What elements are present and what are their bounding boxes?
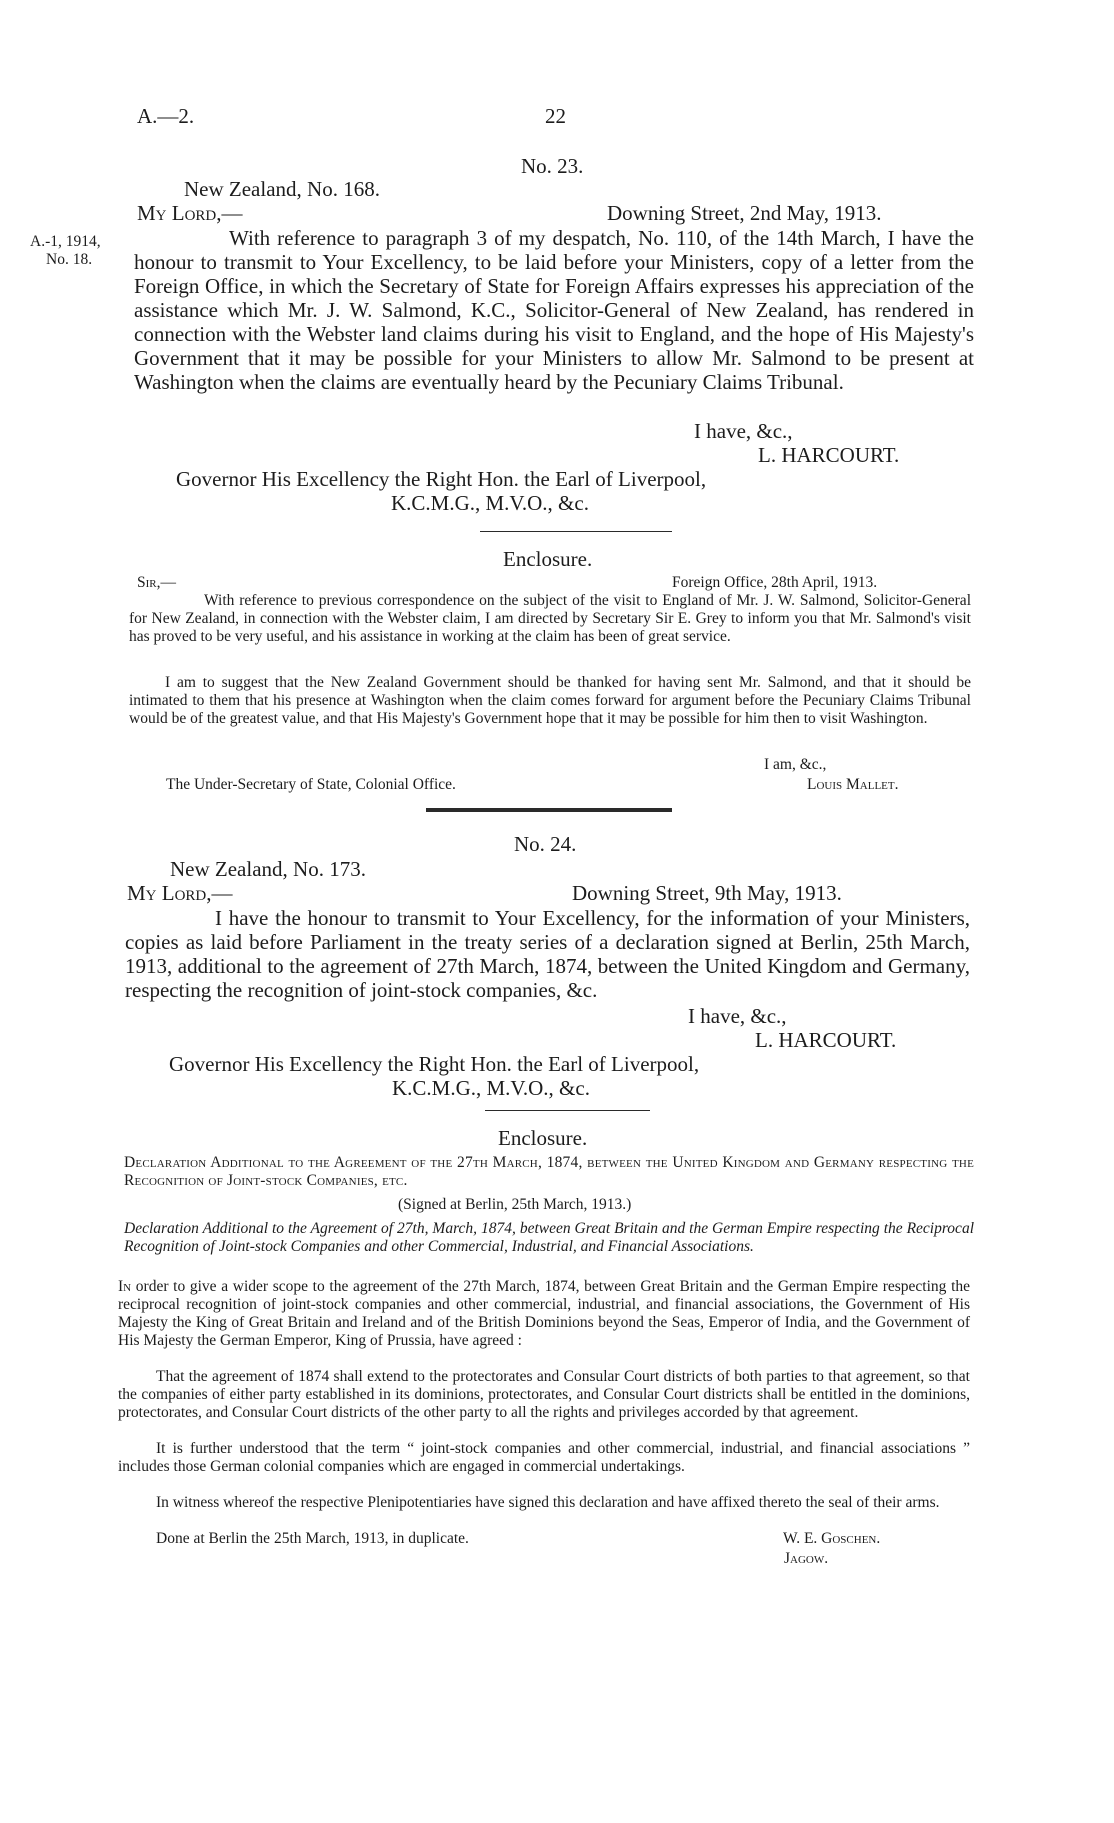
letter-number-24: No. 24. <box>514 832 577 856</box>
signatory-goschen: W. E. Goschen. <box>783 1530 881 1547</box>
declaration-done: Done at Berlin the 25th March, 1913, in duplicate. <box>156 1530 469 1547</box>
signatory-jagow: Jagow. <box>784 1550 829 1567</box>
divider <box>485 1110 650 1111</box>
enclosure-para2-23: I am to suggest that the New Zealand Government should be thanked for having sent Mr. Salmond, and that it should be intimated to them that his presence at Washington when the claim comes forward for argument before the Pecuniary Claims Tribunal would be of the greatest value, and that His Majesty's Government hope that it may be possible for him then to visit Washington. <box>129 674 971 727</box>
section-divider <box>426 808 672 812</box>
salutation-23: My Lord,— <box>137 201 243 225</box>
page-number: 22 <box>545 104 566 128</box>
declaration-italic-title: Declaration Additional to the Agreement of 27th, March, 1874, between Great Britain and the German Empire respecting the Reciprocal Recognition of Joint-stock Companies and other Commercial, Industrial, and Financial Associations. <box>124 1220 974 1255</box>
addressee-24-line1: Governor His Excellency the Right Hon. the Earl of Liverpool, <box>169 1052 700 1076</box>
declaration-signed-note: (Signed at Berlin, 25th March, 1913.) <box>398 1196 632 1213</box>
enclosure-heading-23: Enclosure. <box>503 547 593 571</box>
enclosure-signature-23: Louis Mallet. <box>807 776 899 793</box>
enclosure-para1-23: With reference to previous correspondence on the subject of the visit to England of Mr. J. W. Salmond, Solicitor-General for New Zealand, in connection with the Webster claim, I am directed by Secretary Sir E. Grey to inform you that Mr. Salmond's visit has proved to be very useful, and his assistance in working at the claim has been of great service. <box>129 592 971 645</box>
dispatch-ref-23: New Zealand, No. 168. <box>184 177 380 201</box>
enclosure-addressee-23: The Under-Secretary of State, Colonial Office. <box>166 776 456 793</box>
declaration-para4: In witness whereof the respective Plenipotentiaries have signed this declaration and have affixed thereto the seal of their arms. <box>156 1494 940 1511</box>
place-date-23: Downing Street, 2nd May, 1913. <box>607 201 882 225</box>
declaration-para1 <box>118 1278 970 1350</box>
declaration-lead-word: In <box>118 1278 132 1295</box>
body-23: With reference to paragraph 3 of my despatch, No. 110, of the 14th March, I have the honour to transmit to Your Excellency, to be laid before your Ministers, copy of a letter from the Foreign Office, in which the Secretary of State for Foreign Affairs expresses his appreciation of the assistance which Mr. J. W. Salmond, K.C., Solicitor-General of New Zealand, has rendered in connection with the Webster land claims during his visit to England, and the hope of His Majesty's Government that it may be possible for your Ministers to allow Mr. Salmond to be present at Washington when the claims are eventually heard by the Pecuniary Claims Tribunal. <box>134 226 974 394</box>
divider <box>480 531 672 532</box>
page-reference: A.—2. <box>137 104 195 128</box>
body-24: I have the honour to transmit to Your Excellency, for the information of your Ministers, copies as laid before Parliament in the treaty series of a declaration signed at Berlin, 25th March, 1913, additional to the agreement of 27th March, 1874, between the United Kingdom and Germany, respecting the recognition of joint-stock companies, &c. <box>125 906 970 1002</box>
enclosure-place-date-23: Foreign Office, 28th April, 1913. <box>672 574 878 591</box>
addressee-23-line1: Governor His Excellency the Right Hon. the Earl of Liverpool, <box>176 467 707 491</box>
declaration-title: Declaration Additional to the Agreement of the 27th March, 1874, between the United Kingdom and Germany respecting the Recognition of Joint-stock Companies, etc. <box>124 1154 974 1189</box>
declaration-para3: It is further understood that the term “ joint-stock companies and other commercial, industrial, and financial associations ” includes those German colonial companies which are engaged in commercial undertakings. <box>118 1440 970 1475</box>
declaration-para1-text: order to give a wider scope to the agreement of the 27th March, 1874, between Great Britain and the German Empire respecting the reciprocal recognition of joint-stock companies and other commercial, industrial, and financial associations, the Government of His Majesty the King of Great Britain and Ireland and of the British Dominions beyond the Seas, Emperor of India, and the Government of His Majesty the German Emperor, King of Prussia, have agreed : <box>118 1278 971 1349</box>
enclosure-salutation-23: Sir,— <box>137 574 176 591</box>
dispatch-ref-24: New Zealand, No. 173. <box>170 857 366 881</box>
signature-23: L. HARCOURT. <box>758 443 900 467</box>
addressee-24-line2: K.C.M.G., M.V.O., &c. <box>392 1076 590 1100</box>
place-date-24: Downing Street, 9th May, 1913. <box>572 881 842 905</box>
margin-reference-no: No. 18. <box>46 251 93 268</box>
enclosure-closing-23: I am, &c., <box>764 756 827 773</box>
declaration-para2: That the agreement of 1874 shall extend to the protectorates and Consular Court districts of both parties to that agreement, so that the companies of either party established in its dominions, protectorates, and Consular Court districts shall be entitled in the dominions, protectorates, and Consular Court districts of the other party to all the rights and privileges accorded by that agreement. <box>118 1368 970 1421</box>
enclosure-heading-24: Enclosure. <box>498 1126 588 1150</box>
closing-23: I have, &c., <box>694 419 793 443</box>
salutation-24: My Lord,— <box>127 881 233 905</box>
letter-number-23: No. 23. <box>521 154 584 178</box>
closing-24: I have, &c., <box>688 1004 787 1028</box>
margin-reference: A.-1, 1914, <box>30 233 101 250</box>
signature-24: L. HARCOURT. <box>755 1028 897 1052</box>
addressee-23-line2: K.C.M.G., M.V.O., &c. <box>391 491 589 515</box>
